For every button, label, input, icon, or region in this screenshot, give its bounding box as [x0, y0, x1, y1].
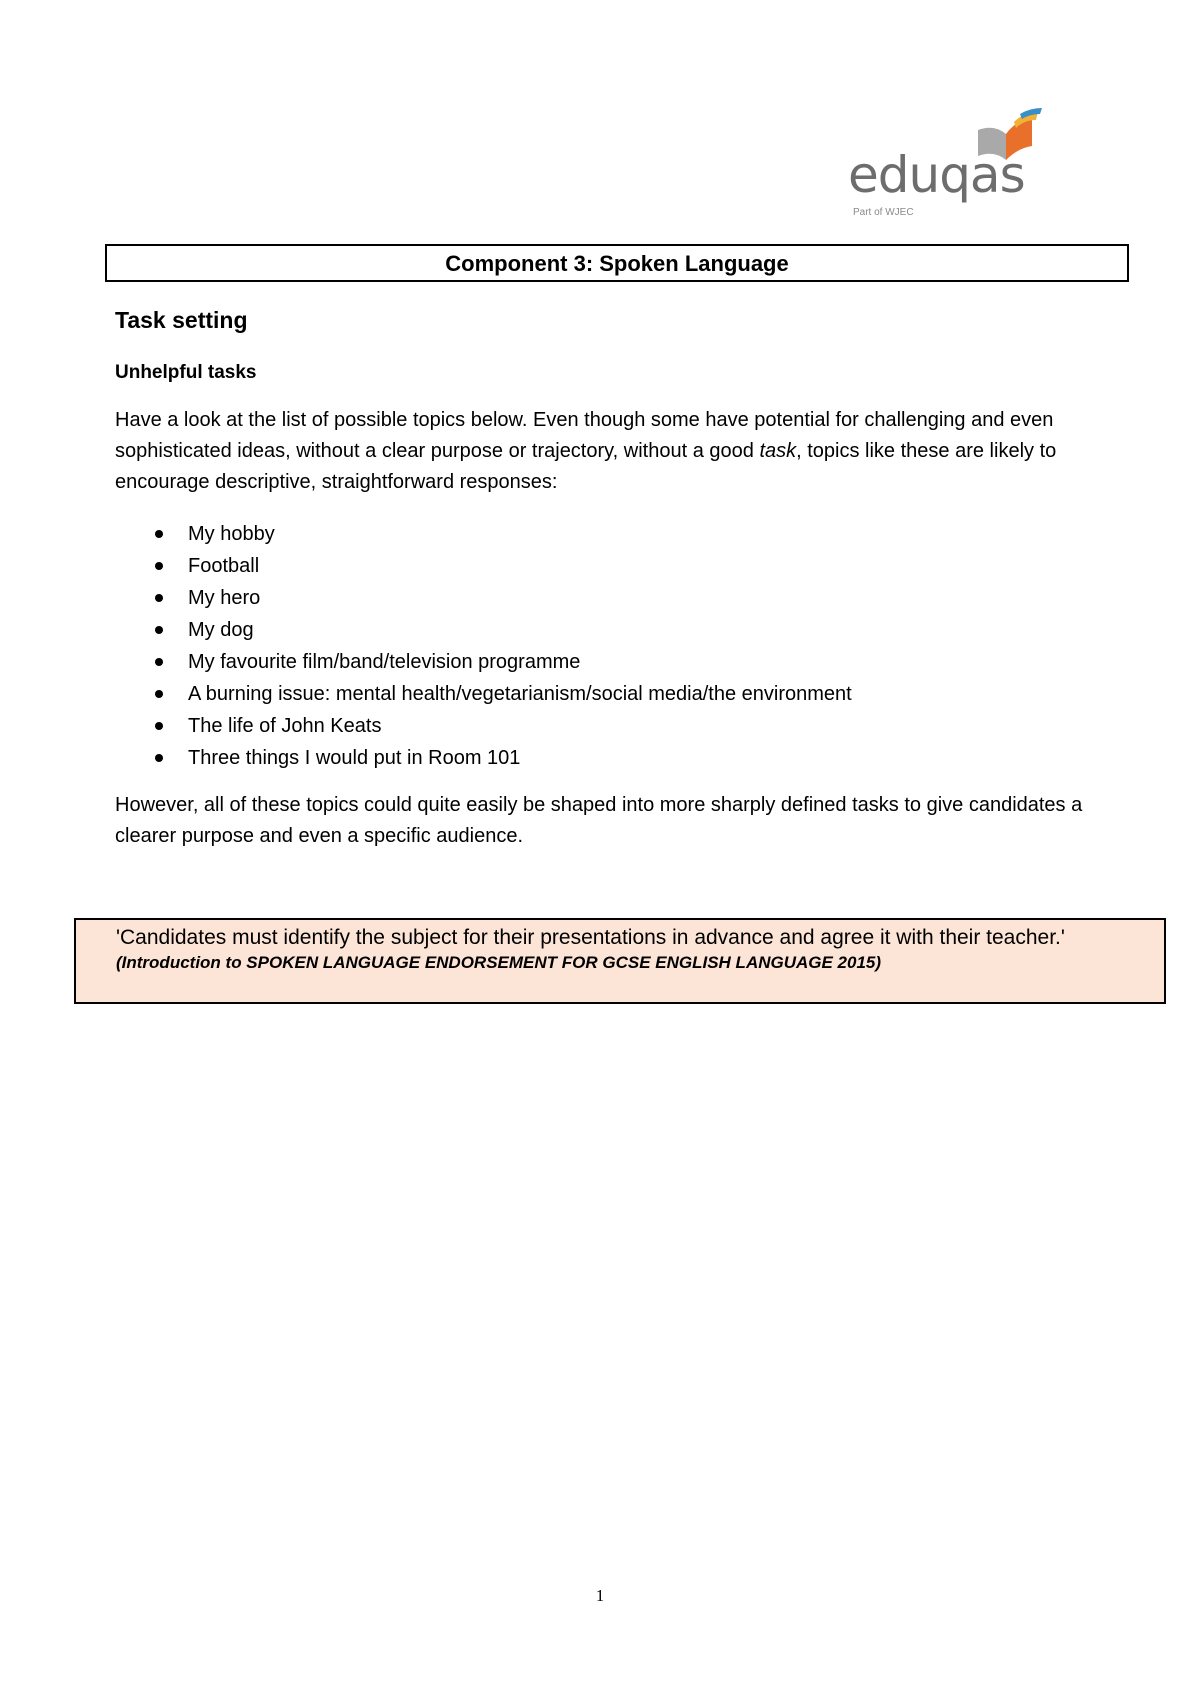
page-number: 1: [595, 1586, 605, 1605]
topic-text: My dog: [188, 619, 254, 641]
topic-item: [115, 646, 1115, 678]
intro-text-start: Have a look at the list of possible topics below. Even though some have potential for challenging and even sophisticated ideas, without a clear purpose or trajectory, without a good: [115, 409, 1054, 462]
component-title: Component 3: Spoken Language: [105, 244, 1129, 282]
topic-text: A burning issue: mental health/vegetarianism/social media/the environment: [188, 683, 852, 705]
bullet-icon: [155, 754, 163, 762]
bullet-icon: [155, 722, 163, 730]
topic-item: [115, 710, 1115, 742]
intro-text-end: , topics like these are likely to encourage descriptive, straightforward responses:: [115, 440, 1057, 493]
topic-text: My favourite film/band/television programme: [188, 651, 581, 673]
topic-text: My hero: [188, 587, 261, 609]
bullet-icon: [155, 626, 163, 634]
topic-text: Football: [188, 555, 260, 577]
topic-item: [115, 550, 1115, 582]
topic-text: My hobby: [188, 523, 275, 545]
bullet-icon: [155, 530, 163, 538]
bullet-icon: [155, 594, 163, 602]
quote-citation: (Introduction to SPOKEN LANGUAGE ENDORSEMENT FOR GCSE ENGLISH LANGUAGE 2015): [116, 953, 882, 972]
logo-wordmark: eduqas: [848, 146, 1025, 204]
bullet-icon: [155, 562, 163, 570]
topic-item: [115, 614, 1115, 646]
intro-emphasis: task: [759, 440, 797, 462]
quote-box: [74, 918, 1166, 1004]
bullet-icon: [155, 690, 163, 698]
quote-text: 'Candidates must identify the subject for their presentations in advance and agree it with their teacher.': [116, 926, 1065, 949]
logo-tagline: Part of WJEC: [853, 207, 914, 218]
topic-item: [115, 518, 1115, 550]
eduqas-logo: [848, 108, 1056, 220]
topic-item: [115, 582, 1115, 614]
topic-item: [115, 742, 1115, 774]
topic-list: [115, 518, 1115, 774]
topic-text: Three things I would put in Room 101: [188, 747, 521, 769]
section-subheading: Unhelpful tasks: [115, 362, 257, 383]
intro-paragraph: [115, 405, 1125, 498]
closing-paragraph: However, all of these topics could quite easily be shaped into more sharply defined tasks to give candidates a clearer purpose and even a specific audience.: [115, 794, 1083, 847]
section-heading: Task setting: [115, 307, 248, 333]
topic-item: [115, 678, 1115, 710]
topic-text: The life of John Keats: [188, 715, 382, 737]
bullet-icon: [155, 658, 163, 666]
